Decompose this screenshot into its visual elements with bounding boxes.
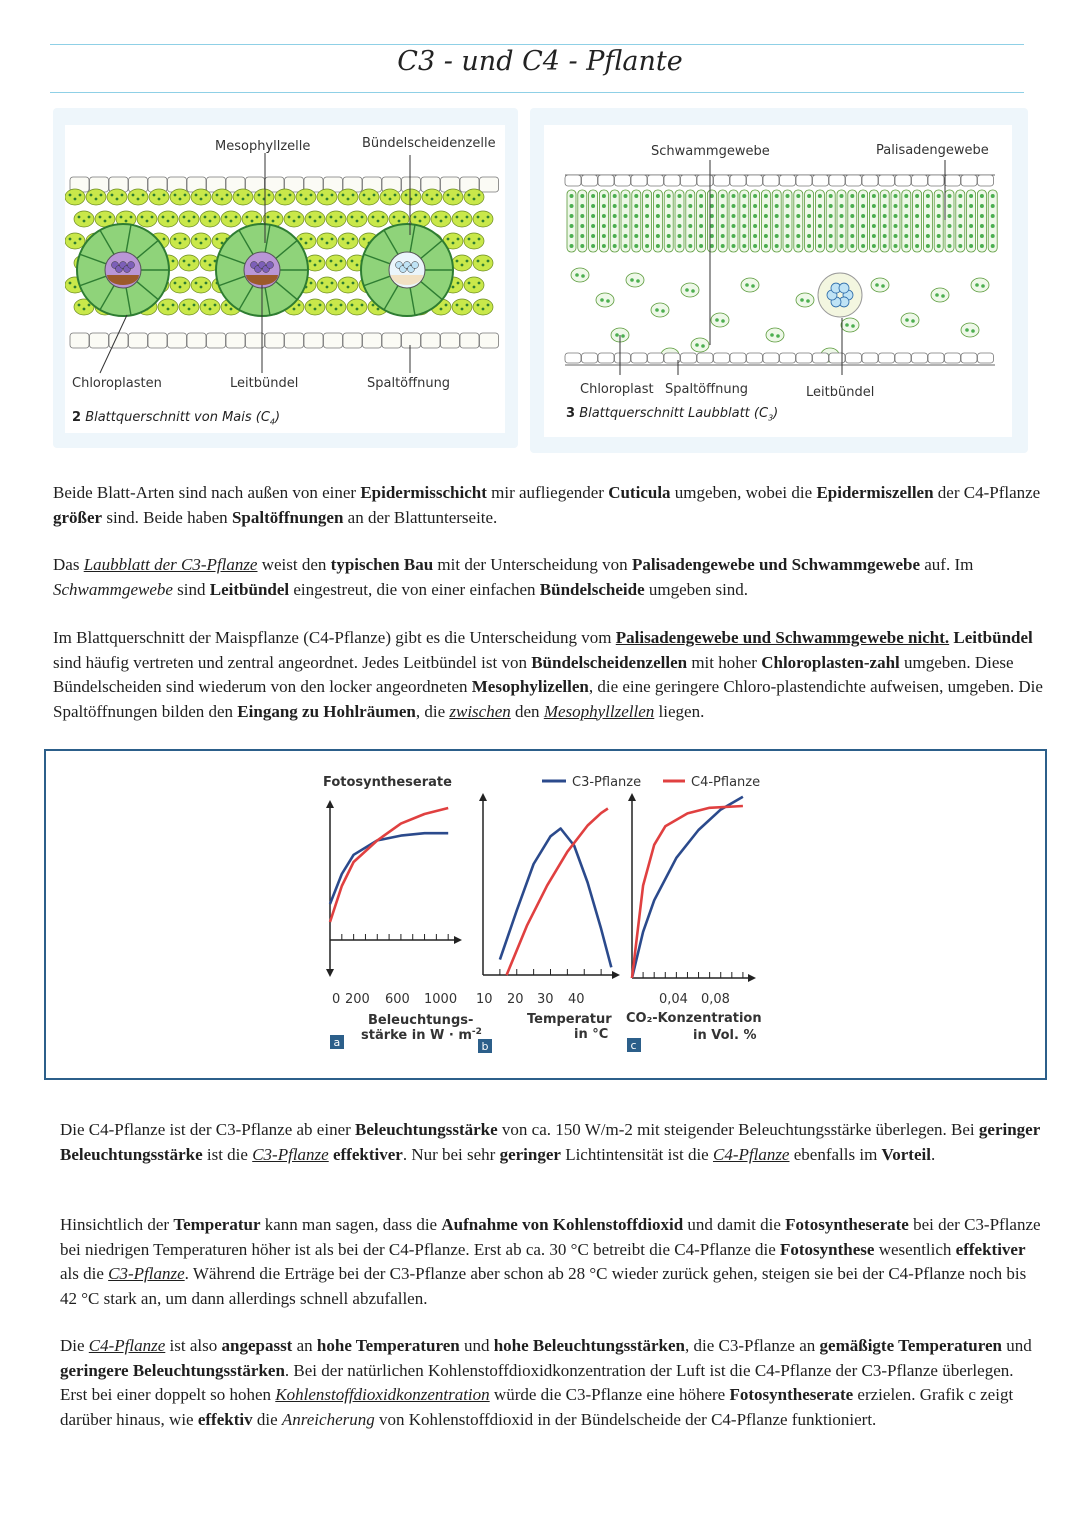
text-run: an der Blattunterseite.	[343, 507, 498, 527]
text-run: die	[252, 1409, 282, 1429]
label-vascular-bundle: Leitbündel	[230, 376, 299, 391]
text-run: , die	[415, 701, 450, 721]
text-run: geringer	[499, 1144, 561, 1164]
label-palisade-tissue: Palisadengewebe	[876, 143, 989, 158]
label-chloroplasts: Chloroplasten	[72, 376, 162, 391]
svg-text:in °C: in °C	[574, 1027, 609, 1042]
text-run: Bündelscheide	[539, 579, 645, 599]
tick-label: 200	[345, 992, 370, 1007]
label-spongy-tissue: Schwammgewebe	[651, 144, 770, 159]
text-run: effektiver	[332, 1144, 403, 1164]
label-vascular-c3: Leitbündel	[806, 385, 875, 400]
text-run: als die	[60, 1264, 109, 1283]
text-run: .	[930, 1144, 936, 1164]
text-run: Temperatur	[173, 1215, 261, 1234]
series-line-c3-b	[500, 829, 611, 968]
text-run: sind	[172, 579, 210, 599]
text-run: weist den	[257, 555, 331, 574]
paragraph-temperature	[60, 1213, 1045, 1311]
text-run: gemäßigte Temperaturen	[819, 1336, 1002, 1355]
text-run: eingestreut, die von einer einfachen	[289, 579, 540, 599]
text-run: Anreicherung	[281, 1409, 375, 1429]
text-run: sind häufig vertreten und zentral angeordnet. Jedes Leitbündel ist von	[53, 652, 532, 672]
text-run: Leitbündel	[953, 628, 1033, 647]
text-run: kann man sagen, dass die	[260, 1215, 442, 1234]
text-run: ebenfalls im	[789, 1144, 882, 1164]
series-line-c4-b	[507, 809, 608, 976]
text-run: Schwammgewebe	[53, 579, 173, 599]
series-line-c3-a	[330, 833, 448, 904]
text-run: Vorteil	[881, 1144, 931, 1164]
text-run: und	[1001, 1336, 1032, 1355]
label-stoma-c3: Spaltöffnung	[665, 382, 749, 397]
svg-text:Temperatur: Temperatur	[527, 1012, 612, 1027]
chart-xlabel-a	[361, 1013, 482, 1043]
text-run: Die C4-Pflanze ist der C3-Pflanze ab einer	[60, 1120, 356, 1139]
text-run: und	[459, 1336, 494, 1355]
label-mesophyll: Mesophyllzelle	[215, 139, 311, 154]
chart-xlabel-b	[527, 1012, 612, 1042]
panel-badge-label: c	[630, 1039, 637, 1052]
text-run: Epidermiszellen	[816, 483, 934, 502]
text-run: Chloroplasten-zahl	[761, 652, 900, 672]
text-run: C4-Pflanze	[712, 1144, 790, 1164]
text-run: auf. Im	[920, 555, 974, 574]
text-run: den	[510, 701, 544, 721]
text-run: Eingang zu Hohlräumen	[237, 701, 416, 721]
text-run: Lichtintensität ist die	[560, 1144, 713, 1164]
text-run: mir aufliegender	[486, 483, 609, 502]
text-run: hohe Temperaturen	[316, 1336, 460, 1355]
text-run: hohe Beleuchtungsstärken	[493, 1336, 685, 1355]
text-run: . Bei der natürlichen Kohlenstoffdioxidkonzentration der Luft ist die C4-Pflanze der C3-Pflanze überlegen. Erst bei einer doppelt so hohen	[60, 1360, 1014, 1404]
text-run: C3-Pflanze	[108, 1264, 185, 1283]
text-run: erzielen. Grafik c zeigt darüber hinaus, wie	[60, 1385, 1014, 1429]
text-run: liegen.	[654, 701, 705, 721]
text-run: Mesophyllzellen	[543, 701, 655, 721]
text-run: mit der Unterscheidung von	[433, 555, 632, 574]
text-run: und damit die	[683, 1215, 786, 1234]
text-run: von Kohlenstoffdioxid in der Bündelscheide der C4-Pflanze funktioniert.	[374, 1409, 877, 1429]
text-run: Beleuchtungsstärke	[355, 1120, 498, 1139]
label-chloroplast: Chloroplast	[580, 382, 654, 397]
text-run: geringer Beleuchtungsstärke	[60, 1120, 1040, 1164]
paragraph-light	[60, 1118, 1045, 1167]
text-run: Mesophylizellen	[471, 677, 589, 696]
panel-badge-label: b	[481, 1040, 489, 1053]
text-run: , die eine geringere Chloro-plastendichte aufweisen, umgeben. Die Spaltöffnungen bilden den	[53, 677, 1043, 721]
svg-text:CO₂-Konzentration: CO₂-Konzentration	[626, 1011, 762, 1026]
tick-label: 0	[332, 992, 341, 1007]
text-run: Palisadengewebe und Schwammgewebe nicht.	[615, 628, 950, 647]
text-run: der C4-Pflanze	[933, 483, 1041, 502]
text-run: größer	[53, 507, 103, 527]
text-run: zwischen	[449, 701, 511, 721]
tick-label: 0,04	[659, 992, 688, 1007]
text-run: sind. Beide haben	[102, 507, 232, 527]
tick-label: 20	[507, 992, 524, 1007]
tick-label: 30	[537, 992, 554, 1007]
text-run: wesentlich	[874, 1239, 956, 1259]
text-run: Cuticula	[608, 483, 671, 502]
legend-c4-label: C4-Pflanze	[691, 775, 761, 790]
tick-label: 10	[476, 992, 493, 1007]
text-run: geringere Beleuchtungsstärken	[60, 1360, 285, 1380]
text-run: C4-Pflanze	[88, 1336, 166, 1355]
text-run: ist also	[165, 1336, 222, 1355]
text-run: C3-Pflanze	[252, 1144, 329, 1164]
text-run: Im Blattquerschnitt der Maispflanze (C4-Pflanze) gibt es die Unterscheidung vom	[53, 628, 616, 647]
chart-ylabel: Fotosyntheserate	[323, 775, 452, 790]
text-run: Bündelscheidenzellen	[531, 652, 688, 672]
text-run: umgeben, wobei die	[670, 483, 817, 502]
text-run: . Während die Erträge bei der C3-Pflanze aber schon ab 28 °C wieder zurück gehen, steigen sie bei der C4-Pflanze noch bis 42 °C stark an, um dann allerdings schnell abzufallen.	[60, 1264, 1027, 1308]
text-run: von ca. 150 W/m-2 mit steigender Beleuchtungsstärke überlegen. Bei	[497, 1120, 979, 1139]
text-run: würde die C3-Pflanze eine höhere	[489, 1385, 730, 1404]
svg-text:stärke in W · m-2: stärke in $W \cdot m^{-2}$	[361, 1027, 482, 1043]
text-run: . Nur bei sehr	[402, 1144, 500, 1164]
text-run: Kohlenstoffdioxidkonzentration	[275, 1385, 490, 1404]
text-run: Epidermisschicht	[360, 483, 487, 502]
text-run: mit hoher	[687, 652, 762, 672]
text-run: Die	[60, 1336, 89, 1355]
figure3-caption: 3 Blattquerschnitt Laubblatt $(C_3)$	[566, 406, 779, 423]
text-run: Laubblatt der C3-Pflanze	[83, 555, 258, 574]
series-line-c3-c	[632, 797, 743, 978]
text-run: ist die	[202, 1144, 253, 1164]
paragraph-conclusion	[60, 1334, 1045, 1432]
text-run: Beide Blatt-Arten sind nach außen von einer	[53, 483, 361, 502]
tick-label: 600	[385, 992, 410, 1007]
text-run: umgeben sind.	[644, 579, 749, 599]
text-run: Hinsichtlich der	[60, 1215, 174, 1234]
page-title: C3 - und C4 - Pflante	[397, 46, 683, 77]
svg-text:in Vol. %: in Vol. %	[693, 1028, 757, 1043]
text-run: umgeben. Diese Bündelscheiden sind wiederum von den locker angeordneten	[53, 652, 1014, 696]
text-run: Spaltöffnungen	[231, 507, 344, 527]
label-stoma: Spaltöffnung	[367, 376, 451, 391]
text-run: Palisadengewebe und Schwammgewebe	[631, 555, 920, 574]
label-bundle-sheath: Bündelscheidenzelle	[362, 136, 496, 151]
text-run: Fotosynthese	[780, 1239, 875, 1259]
text-run: angepasst	[221, 1336, 293, 1355]
tick-label: 40	[568, 992, 585, 1007]
text-run: , die C3-Pflanze an	[684, 1336, 820, 1355]
text-run: Das	[53, 555, 84, 574]
text-run: Fotosyntheserate	[729, 1385, 854, 1404]
panel-badge-label: a	[333, 1036, 341, 1049]
text-run: bei der C3-Pflanze bei niedrigen Temperaturen höher ist als bei der C4-Pflanze. Erst ab ca. 30 °C betreibt die C4-Pflanze die	[60, 1215, 1041, 1259]
chart-xlabel-c	[626, 1011, 762, 1043]
text-run: effektiv	[197, 1409, 253, 1429]
tick-label: 0,08	[701, 992, 730, 1007]
tick-label: 1000	[424, 992, 458, 1007]
text-run: typischen Bau	[330, 555, 434, 574]
text-run: Leitbündel	[209, 579, 290, 599]
svg-text:Beleuchtungs-: Beleuchtungs-	[368, 1013, 474, 1028]
text-run: Fotosyntheserate	[785, 1215, 909, 1234]
text-run: Aufnahme von Kohlenstoffdioxid	[441, 1215, 684, 1234]
text-run: effektiver	[955, 1239, 1026, 1259]
series-line-c4-c	[632, 806, 743, 978]
legend-c3-label: C3-Pflanze	[572, 775, 642, 790]
text-run: an	[292, 1336, 317, 1355]
figure2-caption: 2 Blattquerschnitt von Mais $(C_4)$	[72, 410, 281, 427]
